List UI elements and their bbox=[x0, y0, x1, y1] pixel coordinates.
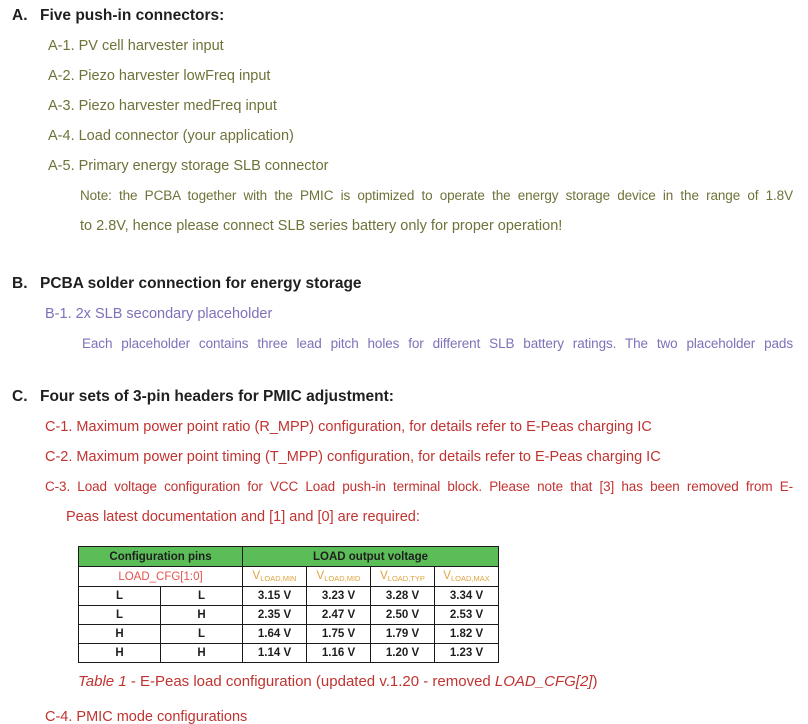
load-cfg-label: LOAD_CFG[1:0] bbox=[79, 567, 243, 587]
config-pins-header: Configuration pins bbox=[79, 547, 243, 567]
table-cell: H bbox=[79, 625, 161, 644]
table-cell: L bbox=[161, 625, 243, 644]
section-a-heading-text: Five push-in connectors: bbox=[40, 7, 225, 24]
voltage-header-min: $V_{LOAD,MIN}$ bbox=[243, 567, 307, 587]
table-cell: 2.50 V bbox=[371, 606, 435, 625]
table-caption-close: ) bbox=[592, 673, 598, 690]
table-caption-text: - E-Peas load configuration (updated v.1.20 - removed bbox=[126, 673, 495, 690]
section-a-label: A. bbox=[12, 7, 28, 24]
table-row bbox=[79, 625, 499, 644]
table-cell: H bbox=[79, 644, 161, 663]
table-cell: 2.47 V bbox=[307, 606, 371, 625]
list-item-a4: A-4. Load connector (your application) bbox=[48, 128, 294, 144]
table-cell: L bbox=[79, 606, 161, 625]
note-line-2: to 2.8V, hence please connect SLB series battery only for proper operation! bbox=[80, 218, 563, 234]
list-item-b1-detail: Each placeholder contains three lead pitch holes for different SLB battery ratings. The two placeholder pads bbox=[82, 336, 793, 351]
table-cell: H bbox=[161, 606, 243, 625]
section-b-label: B. bbox=[12, 275, 28, 292]
table-cell: 1.16 V bbox=[307, 644, 371, 663]
table-cell: 1.14 V bbox=[243, 644, 307, 663]
list-item-c1: C-1. Maximum power point ratio (R_MPP) configuration, for details refer to E-Peas charging IC bbox=[45, 419, 652, 435]
list-item-c4: C-4. PMIC mode configurations bbox=[45, 709, 248, 724]
note-line-1: Note: the PCBA together with the PMIC is optimized to operate the energy storage device in the range of 1.8V bbox=[80, 188, 793, 203]
list-item-b1: B-1. 2x SLB secondary placeholder bbox=[45, 306, 273, 322]
section-b-heading-text: PCBA solder connection for energy storage bbox=[40, 275, 362, 292]
section-c-heading-text: Four sets of 3-pin headers for PMIC adjustment: bbox=[40, 388, 394, 405]
section-c-heading bbox=[0, 386, 808, 408]
table-cell: 2.35 V bbox=[243, 606, 307, 625]
voltage-header-mid: $V_{LOAD,MID}$ bbox=[307, 567, 371, 587]
table-cell: 2.53 V bbox=[435, 606, 499, 625]
section-b-heading bbox=[0, 273, 808, 295]
table-cell: 1.79 V bbox=[371, 625, 435, 644]
list-item-a1: A-1. PV cell harvester input bbox=[48, 38, 224, 54]
table-cell: 1.82 V bbox=[435, 625, 499, 644]
table-cell: 3.23 V bbox=[307, 587, 371, 606]
table-row bbox=[79, 587, 499, 606]
table-cell: L bbox=[79, 587, 161, 606]
load-config-table bbox=[78, 546, 808, 663]
table-row bbox=[79, 606, 499, 625]
table-caption bbox=[78, 671, 808, 693]
list-item-c3-line1: C-3. Load voltage configuration for VCC Load push-in terminal block. Please note that [3] has been removed from E- bbox=[45, 479, 793, 494]
load-output-header: LOAD output voltage bbox=[243, 547, 499, 567]
list-item-a2: A-2. Piezo harvester lowFreq input bbox=[48, 68, 271, 84]
voltage-header-max: $V_{LOAD,MAX}$ bbox=[435, 567, 499, 587]
list-item-c3-line2: Peas latest documentation and [1] and [0] are required: bbox=[66, 509, 420, 525]
table-cell: 3.15 V bbox=[243, 587, 307, 606]
voltage-header-typ: $V_{LOAD,TYP}$ bbox=[371, 567, 435, 587]
table-cell: 3.28 V bbox=[371, 587, 435, 606]
list-item-a5: A-5. Primary energy storage SLB connector bbox=[48, 158, 329, 174]
list-item-a3: A-3. Piezo harvester medFreq input bbox=[48, 98, 277, 114]
table-caption-code: LOAD_CFG[2] bbox=[494, 673, 593, 690]
table-cell: 3.34 V bbox=[435, 587, 499, 606]
table-cell: 1.75 V bbox=[307, 625, 371, 644]
table-caption-number: Table 1 bbox=[78, 673, 127, 690]
table-cell: 1.23 V bbox=[435, 644, 499, 663]
table-cell: 1.64 V bbox=[243, 625, 307, 644]
table-row bbox=[79, 644, 499, 663]
table-cell: 1.20 V bbox=[371, 644, 435, 663]
section-c-label: C. bbox=[12, 388, 28, 405]
list-item-c2: C-2. Maximum power point timing (T_MPP) configuration, for details refer to E-Peas charging IC bbox=[45, 449, 661, 465]
section-a-heading bbox=[0, 5, 808, 27]
table-cell: H bbox=[161, 644, 243, 663]
table-cell: L bbox=[161, 587, 243, 606]
